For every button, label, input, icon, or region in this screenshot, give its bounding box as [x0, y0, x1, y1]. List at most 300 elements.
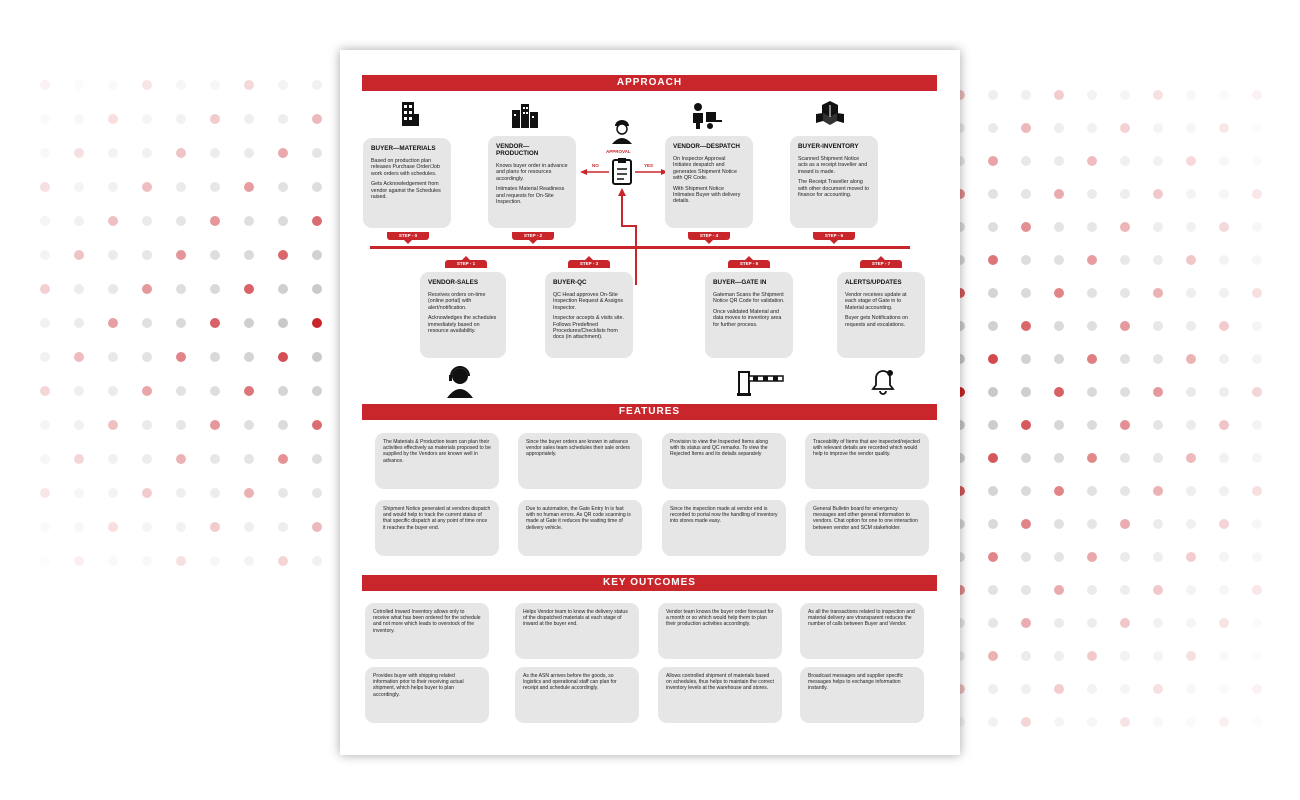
decorative-dot [108, 182, 118, 192]
decorative-dot [1186, 387, 1196, 397]
decorative-dot [142, 420, 152, 430]
feature-card [662, 500, 786, 556]
decorative-dot [988, 519, 998, 529]
decorative-dot [1021, 618, 1031, 628]
decorative-dot [312, 80, 322, 90]
step-text: Receives orders on-time (online portal) with alert/notification. [428, 292, 486, 311]
decorative-dot [278, 216, 288, 226]
decorative-dot [244, 488, 254, 498]
decorative-dot [1054, 552, 1064, 562]
decorative-dot [1219, 255, 1229, 265]
decorative-dot [278, 488, 288, 498]
decorative-dot [1087, 354, 1097, 364]
decorative-dot [1186, 420, 1196, 430]
decorative-dot [1054, 717, 1064, 727]
decorative-dot [108, 522, 118, 532]
decorative-dot [1021, 453, 1031, 463]
decorative-dot [1021, 585, 1031, 595]
decorative-dot [1252, 387, 1262, 397]
decorative-dot [142, 386, 152, 396]
feature-text: General Bulletin board for emergency messages and other general information to vendors. Chat option for one to one interaction between vendor and SCM stakeholder. [813, 506, 918, 531]
feature-card [518, 433, 642, 489]
infographic-sheet [340, 50, 960, 755]
decorative-dot [244, 182, 254, 192]
decorative-dot [74, 352, 84, 362]
outcome-text: Cotrolled Inward Inventory allows only to receive what has been ordered for the schedule and not more which leads to overstock of the inventory. [373, 609, 481, 634]
outcome-text: Helps Vendor team to know the delivery status of the dispatched materials at each stage of inward at the buyer end. [523, 609, 628, 628]
decorative-dot [244, 556, 254, 566]
outcome-text: Provides buyer with shipping related information prior to their receiving actual shipment, which helps buyer to plan accordingly. [373, 673, 464, 698]
decorative-dot [176, 284, 186, 294]
decorative-dot [1252, 222, 1262, 232]
decorative-dot [1120, 255, 1130, 265]
decorative-dot [108, 386, 118, 396]
decorative-dot [108, 148, 118, 158]
decorative-dot [1252, 90, 1262, 100]
decorative-dot [988, 420, 998, 430]
decorative-dot [1120, 651, 1130, 661]
decorative-dot [1153, 453, 1163, 463]
decorative-dot [1120, 222, 1130, 232]
decorative-dot [40, 148, 50, 158]
decorative-dot [176, 522, 186, 532]
decorative-dot [142, 114, 152, 124]
decorative-dot [1087, 189, 1097, 199]
decorative-dot [1186, 552, 1196, 562]
factory-icon [510, 102, 540, 128]
outcome-card [800, 603, 924, 659]
step-text: Intimates Material Readiness and requests for On-Site Inspection. [496, 186, 565, 206]
outcome-text: Allows controlled shipment of materials based on schedules, thus helps to maintain the correct inventory levels at the warehouse and stores. [666, 673, 774, 692]
outcome-text: As all the transactions related to inspection and material delivery are vtransparent reduces the number of calls between Buyer and Vendor. [808, 609, 915, 628]
decorative-dot [278, 386, 288, 396]
approval-no-label: NO [592, 163, 599, 168]
decorative-dot [1120, 288, 1130, 298]
decorative-dot [1219, 420, 1229, 430]
step-card-vendor-sales [420, 272, 506, 358]
decorative-dot [1087, 618, 1097, 628]
decorative-dot [988, 189, 998, 199]
decorative-dot [108, 420, 118, 430]
decorative-dot [244, 284, 254, 294]
decorative-dot [1153, 684, 1163, 694]
decorative-dot [1021, 123, 1031, 133]
decorative-dot [176, 454, 186, 464]
decorative-dot [74, 284, 84, 294]
decorative-dot [1120, 585, 1130, 595]
step-title: BUYER—GATE IN [713, 279, 767, 286]
decorative-dot [1054, 585, 1064, 595]
decorative-dot [1153, 321, 1163, 331]
outcome-card [515, 667, 639, 723]
decorative-dot [176, 420, 186, 430]
decorative-dot [244, 318, 254, 328]
decorative-dot [1153, 618, 1163, 628]
decorative-dot [108, 250, 118, 260]
decorative-dot [210, 352, 220, 362]
decorative-dot [210, 420, 220, 430]
decorative-dot [988, 486, 998, 496]
decorative-dot [1054, 255, 1064, 265]
decorative-dot [1021, 90, 1031, 100]
decorative-dot [1186, 354, 1196, 364]
decorative-dot [176, 352, 186, 362]
decorative-dot [108, 454, 118, 464]
decorative-dot [988, 288, 998, 298]
decorative-dot [988, 156, 998, 166]
step-label-1: STEP - 1 [445, 260, 487, 268]
decorative-dot [244, 420, 254, 430]
step-card-buyer-gate-in [705, 272, 793, 358]
decorative-dot [1087, 90, 1097, 100]
decorative-dot [1120, 420, 1130, 430]
decorative-dot [312, 454, 322, 464]
decorative-dot [278, 114, 288, 124]
outcome-card [365, 603, 489, 659]
feature-card [518, 500, 642, 556]
decorative-dot [1087, 387, 1097, 397]
decorative-dot [1219, 453, 1229, 463]
features-header: FEATURES [362, 404, 937, 420]
decorative-dot [988, 354, 998, 364]
decorative-dot [108, 80, 118, 90]
decorative-dot [210, 182, 220, 192]
decorative-dot [210, 522, 220, 532]
decorative-dot [244, 250, 254, 260]
decorative-dot [1252, 420, 1262, 430]
decorative-dot [1021, 519, 1031, 529]
decorative-dot [1186, 519, 1196, 529]
decorative-dot [176, 556, 186, 566]
decorative-dot [1219, 684, 1229, 694]
decorative-dot [142, 148, 152, 158]
decorative-dot [1054, 453, 1064, 463]
decorative-dot [1186, 684, 1196, 694]
decorative-dot [1054, 90, 1064, 100]
decorative-dot [988, 321, 998, 331]
feature-text: Traceability of Items that are inspected/rejected with relevant details are recorded which would help to improve the vendor quality. [813, 439, 920, 458]
step-text: Acknowledges the schedules immediately based on resource availability. [428, 315, 497, 335]
decorative-dot [244, 148, 254, 158]
decorative-dot [278, 250, 288, 260]
feature-text: Since the inspection made at vendor end is recorded to portal now the handling of inventory into stores made easy. [670, 506, 778, 525]
step-text: Once validated Material and data moves to inventory area for further process. [713, 308, 782, 328]
decorative-dot [1153, 156, 1163, 166]
outcome-card [658, 667, 782, 723]
decorative-dot [1087, 585, 1097, 595]
decorative-dot [312, 250, 322, 260]
decorative-dot [176, 148, 186, 158]
decorative-dot [1021, 321, 1031, 331]
decorative-dot [210, 556, 220, 566]
decorative-dot [1120, 684, 1130, 694]
step-text: The Receipt Traveller along with other document moved to finance for accounting. [798, 179, 869, 199]
decorative-dot [312, 488, 322, 498]
decorative-dot [1153, 123, 1163, 133]
decorative-dot [1219, 189, 1229, 199]
decorative-dot [1186, 255, 1196, 265]
decorative-dot [312, 386, 322, 396]
feature-text: Since the buyer orders are known in advance vendor sales team schedules their sale orders appropriately. [526, 439, 630, 458]
decorative-dot [312, 182, 322, 192]
decorative-dot [1219, 486, 1229, 496]
decorative-dot [1219, 552, 1229, 562]
decorative-dot [1054, 684, 1064, 694]
decorative-dot [40, 114, 50, 124]
decorative-dot [1186, 453, 1196, 463]
delivery-worker-icon [690, 102, 724, 130]
decorative-dot [1186, 585, 1196, 595]
decorative-dot [1252, 288, 1262, 298]
decorative-dot [278, 556, 288, 566]
decorative-dot [74, 318, 84, 328]
decorative-dot [210, 250, 220, 260]
decorative-dot [1087, 684, 1097, 694]
decorative-dot [108, 114, 118, 124]
decorative-dot [142, 318, 152, 328]
decorative-dot [312, 522, 322, 532]
decorative-dot [988, 387, 998, 397]
outcome-text: As the ASN arrives before the goods, so logistics and operational staff can plan for receipt and schedule accordingly. [523, 673, 617, 692]
decorative-dot [142, 250, 152, 260]
decorative-dot [176, 80, 186, 90]
step-text: Buyer gets Notifications on requests and escalations. [845, 315, 909, 328]
decorative-dot [1054, 156, 1064, 166]
decorative-dot [988, 585, 998, 595]
decorative-dot [244, 454, 254, 464]
feature-text: Shipment Notice generated at vendors dispatch and would help to track the current status of that specific dispatch at any point of time once it reaches the buyer end. [383, 506, 491, 531]
inspector-icon [608, 118, 636, 144]
decorative-dot [1153, 387, 1163, 397]
decorative-dot [278, 148, 288, 158]
decorative-dot [74, 250, 84, 260]
decorative-dot [1021, 354, 1031, 364]
decorative-dot [1120, 552, 1130, 562]
decorative-dot [1219, 321, 1229, 331]
decorative-dot [40, 556, 50, 566]
decorative-dot [1120, 189, 1130, 199]
decorative-dot [142, 216, 152, 226]
decorative-dot [1252, 585, 1262, 595]
decorative-dot [1120, 387, 1130, 397]
decorative-dot [1087, 123, 1097, 133]
decorative-dot [1186, 222, 1196, 232]
decorative-dot [312, 352, 322, 362]
decorative-dot [278, 318, 288, 328]
outcome-card [365, 667, 489, 723]
decorative-dot [1252, 684, 1262, 694]
step-title: BUYER-QC [553, 279, 587, 286]
decorative-dot [1219, 651, 1229, 661]
decorative-dot [1087, 321, 1097, 331]
decorative-dot [210, 216, 220, 226]
decorative-dot [1252, 486, 1262, 496]
decorative-dot [244, 386, 254, 396]
decorative-dot [142, 352, 152, 362]
decorative-dot [1087, 552, 1097, 562]
decorative-dot [988, 90, 998, 100]
decorative-dot [74, 454, 84, 464]
approval-flow-arrows [580, 160, 670, 290]
decorative-dot [1153, 651, 1163, 661]
step-card-vendor-production [488, 136, 576, 228]
step-card-buyer-qc [545, 272, 633, 358]
decorative-dot [244, 216, 254, 226]
feature-card [805, 500, 929, 556]
decorative-dot [1120, 618, 1130, 628]
outcome-card [658, 603, 782, 659]
decorative-dot [1252, 552, 1262, 562]
decorative-dot [142, 454, 152, 464]
gate-barrier-icon [735, 368, 785, 396]
decorative-dot [1252, 354, 1262, 364]
decorative-dot [210, 454, 220, 464]
decorative-dot [1219, 90, 1229, 100]
decorative-dot [1252, 255, 1262, 265]
decorative-dot [988, 717, 998, 727]
decorative-dot [278, 352, 288, 362]
decorative-dot [1087, 288, 1097, 298]
decorative-dot [1021, 420, 1031, 430]
decorative-dot [988, 255, 998, 265]
decorative-dot [988, 651, 998, 661]
decorative-dot [74, 420, 84, 430]
step-card-vendor-despatch [665, 136, 753, 228]
decorative-dot [988, 618, 998, 628]
decorative-dot [108, 556, 118, 566]
step-label-4: STEP - 4 [688, 232, 730, 240]
step-text: Based on production plan releases Purchase Order/Job work orders with schedules. [371, 158, 440, 177]
decorative-dot [142, 182, 152, 192]
decorative-dot [1252, 618, 1262, 628]
step-text: With Shipment Notice Intimates Buyer with delivery details. [673, 185, 741, 205]
decorative-dot [40, 522, 50, 532]
step-label-2: STEP - 2 [512, 232, 554, 240]
outcome-card [515, 603, 639, 659]
decorative-dot [210, 386, 220, 396]
decorative-dot [74, 80, 84, 90]
decorative-dot [176, 250, 186, 260]
decorative-dot [1153, 519, 1163, 529]
decorative-dot-pattern-right [955, 90, 1275, 770]
decorative-dot [1087, 420, 1097, 430]
decorative-dot [1252, 651, 1262, 661]
decorative-dot [142, 80, 152, 90]
decorative-dot [1153, 354, 1163, 364]
decorative-dot [1021, 684, 1031, 694]
decorative-dot [1219, 387, 1229, 397]
process-timeline [370, 246, 910, 249]
decorative-dot [1021, 288, 1031, 298]
decorative-dot [1054, 222, 1064, 232]
decorative-dot [210, 148, 220, 158]
decorative-dot [988, 123, 998, 133]
decorative-dot [278, 420, 288, 430]
decorative-dot [1120, 123, 1130, 133]
decorative-dot [1054, 189, 1064, 199]
decorative-dot [278, 80, 288, 90]
decorative-dot [244, 352, 254, 362]
decorative-dot [74, 216, 84, 226]
decorative-dot [1186, 321, 1196, 331]
decorative-dot [1153, 585, 1163, 595]
decorative-dot [278, 454, 288, 464]
decorative-dot [1252, 519, 1262, 529]
decorative-dot [108, 352, 118, 362]
step-card-buyer-inventory [790, 136, 878, 228]
decorative-dot [1087, 222, 1097, 232]
feature-card [375, 500, 499, 556]
decorative-dot [1186, 486, 1196, 496]
approval-label: APPROVAL [606, 149, 631, 154]
decorative-dot [1120, 486, 1130, 496]
decorative-dot [1153, 222, 1163, 232]
decorative-dot [1186, 288, 1196, 298]
decorative-dot [1186, 717, 1196, 727]
decorative-dot [1120, 156, 1130, 166]
decorative-dot [210, 80, 220, 90]
decorative-dot [1186, 651, 1196, 661]
decorative-dot [40, 352, 50, 362]
decorative-dot [1219, 519, 1229, 529]
decorative-dot [1120, 717, 1130, 727]
feature-card [662, 433, 786, 489]
decorative-dot [312, 420, 322, 430]
decorative-dot [1087, 717, 1097, 727]
decorative-dot [278, 182, 288, 192]
decorative-dot [1219, 618, 1229, 628]
decorative-dot [40, 420, 50, 430]
decorative-dot [1054, 420, 1064, 430]
decorative-dot [1252, 156, 1262, 166]
decorative-dot [988, 453, 998, 463]
decorative-dot [1219, 585, 1229, 595]
decorative-dot [312, 216, 322, 226]
decorative-dot [1021, 156, 1031, 166]
step-label-6: STEP - 6 [813, 232, 855, 240]
decorative-dot [1087, 519, 1097, 529]
step-text: Knows buyer order in advance and plans for resources accordingly. [496, 163, 568, 182]
decorative-dot [142, 522, 152, 532]
step-title: VENDOR—PRODUCTION [496, 143, 539, 157]
decorative-dot [1054, 486, 1064, 496]
decorative-dot [1153, 90, 1163, 100]
decorative-dot [1120, 90, 1130, 100]
decorative-dot [1186, 90, 1196, 100]
decorative-dot [176, 488, 186, 498]
decorative-dot [1054, 354, 1064, 364]
decorative-dot [40, 488, 50, 498]
decorative-dot [1252, 123, 1262, 133]
decorative-dot [1054, 321, 1064, 331]
decorative-dot [142, 556, 152, 566]
feature-text: Provision to view the Inspected Items along with its status and QC remarks. To view the Rejected Items and its details separately [670, 439, 768, 458]
step-text: QC Head approves On-Site Inspection Request & Assigns Inspector. [553, 292, 624, 311]
decorative-dot [988, 552, 998, 562]
decorative-dot [1087, 486, 1097, 496]
decorative-dot [40, 182, 50, 192]
decorative-dot [1252, 189, 1262, 199]
decorative-dot [74, 556, 84, 566]
decorative-dot [1186, 189, 1196, 199]
decorative-dot [1120, 519, 1130, 529]
boxes-icon [815, 100, 845, 128]
decorative-dot [1021, 387, 1031, 397]
decorative-dot [1153, 255, 1163, 265]
decorative-dot [1021, 189, 1031, 199]
step-text: Inspector accepts & visits site. Follows Predefined Procedures/Checklists from docs (in attachment). [553, 315, 624, 341]
decorative-dot [1252, 717, 1262, 727]
